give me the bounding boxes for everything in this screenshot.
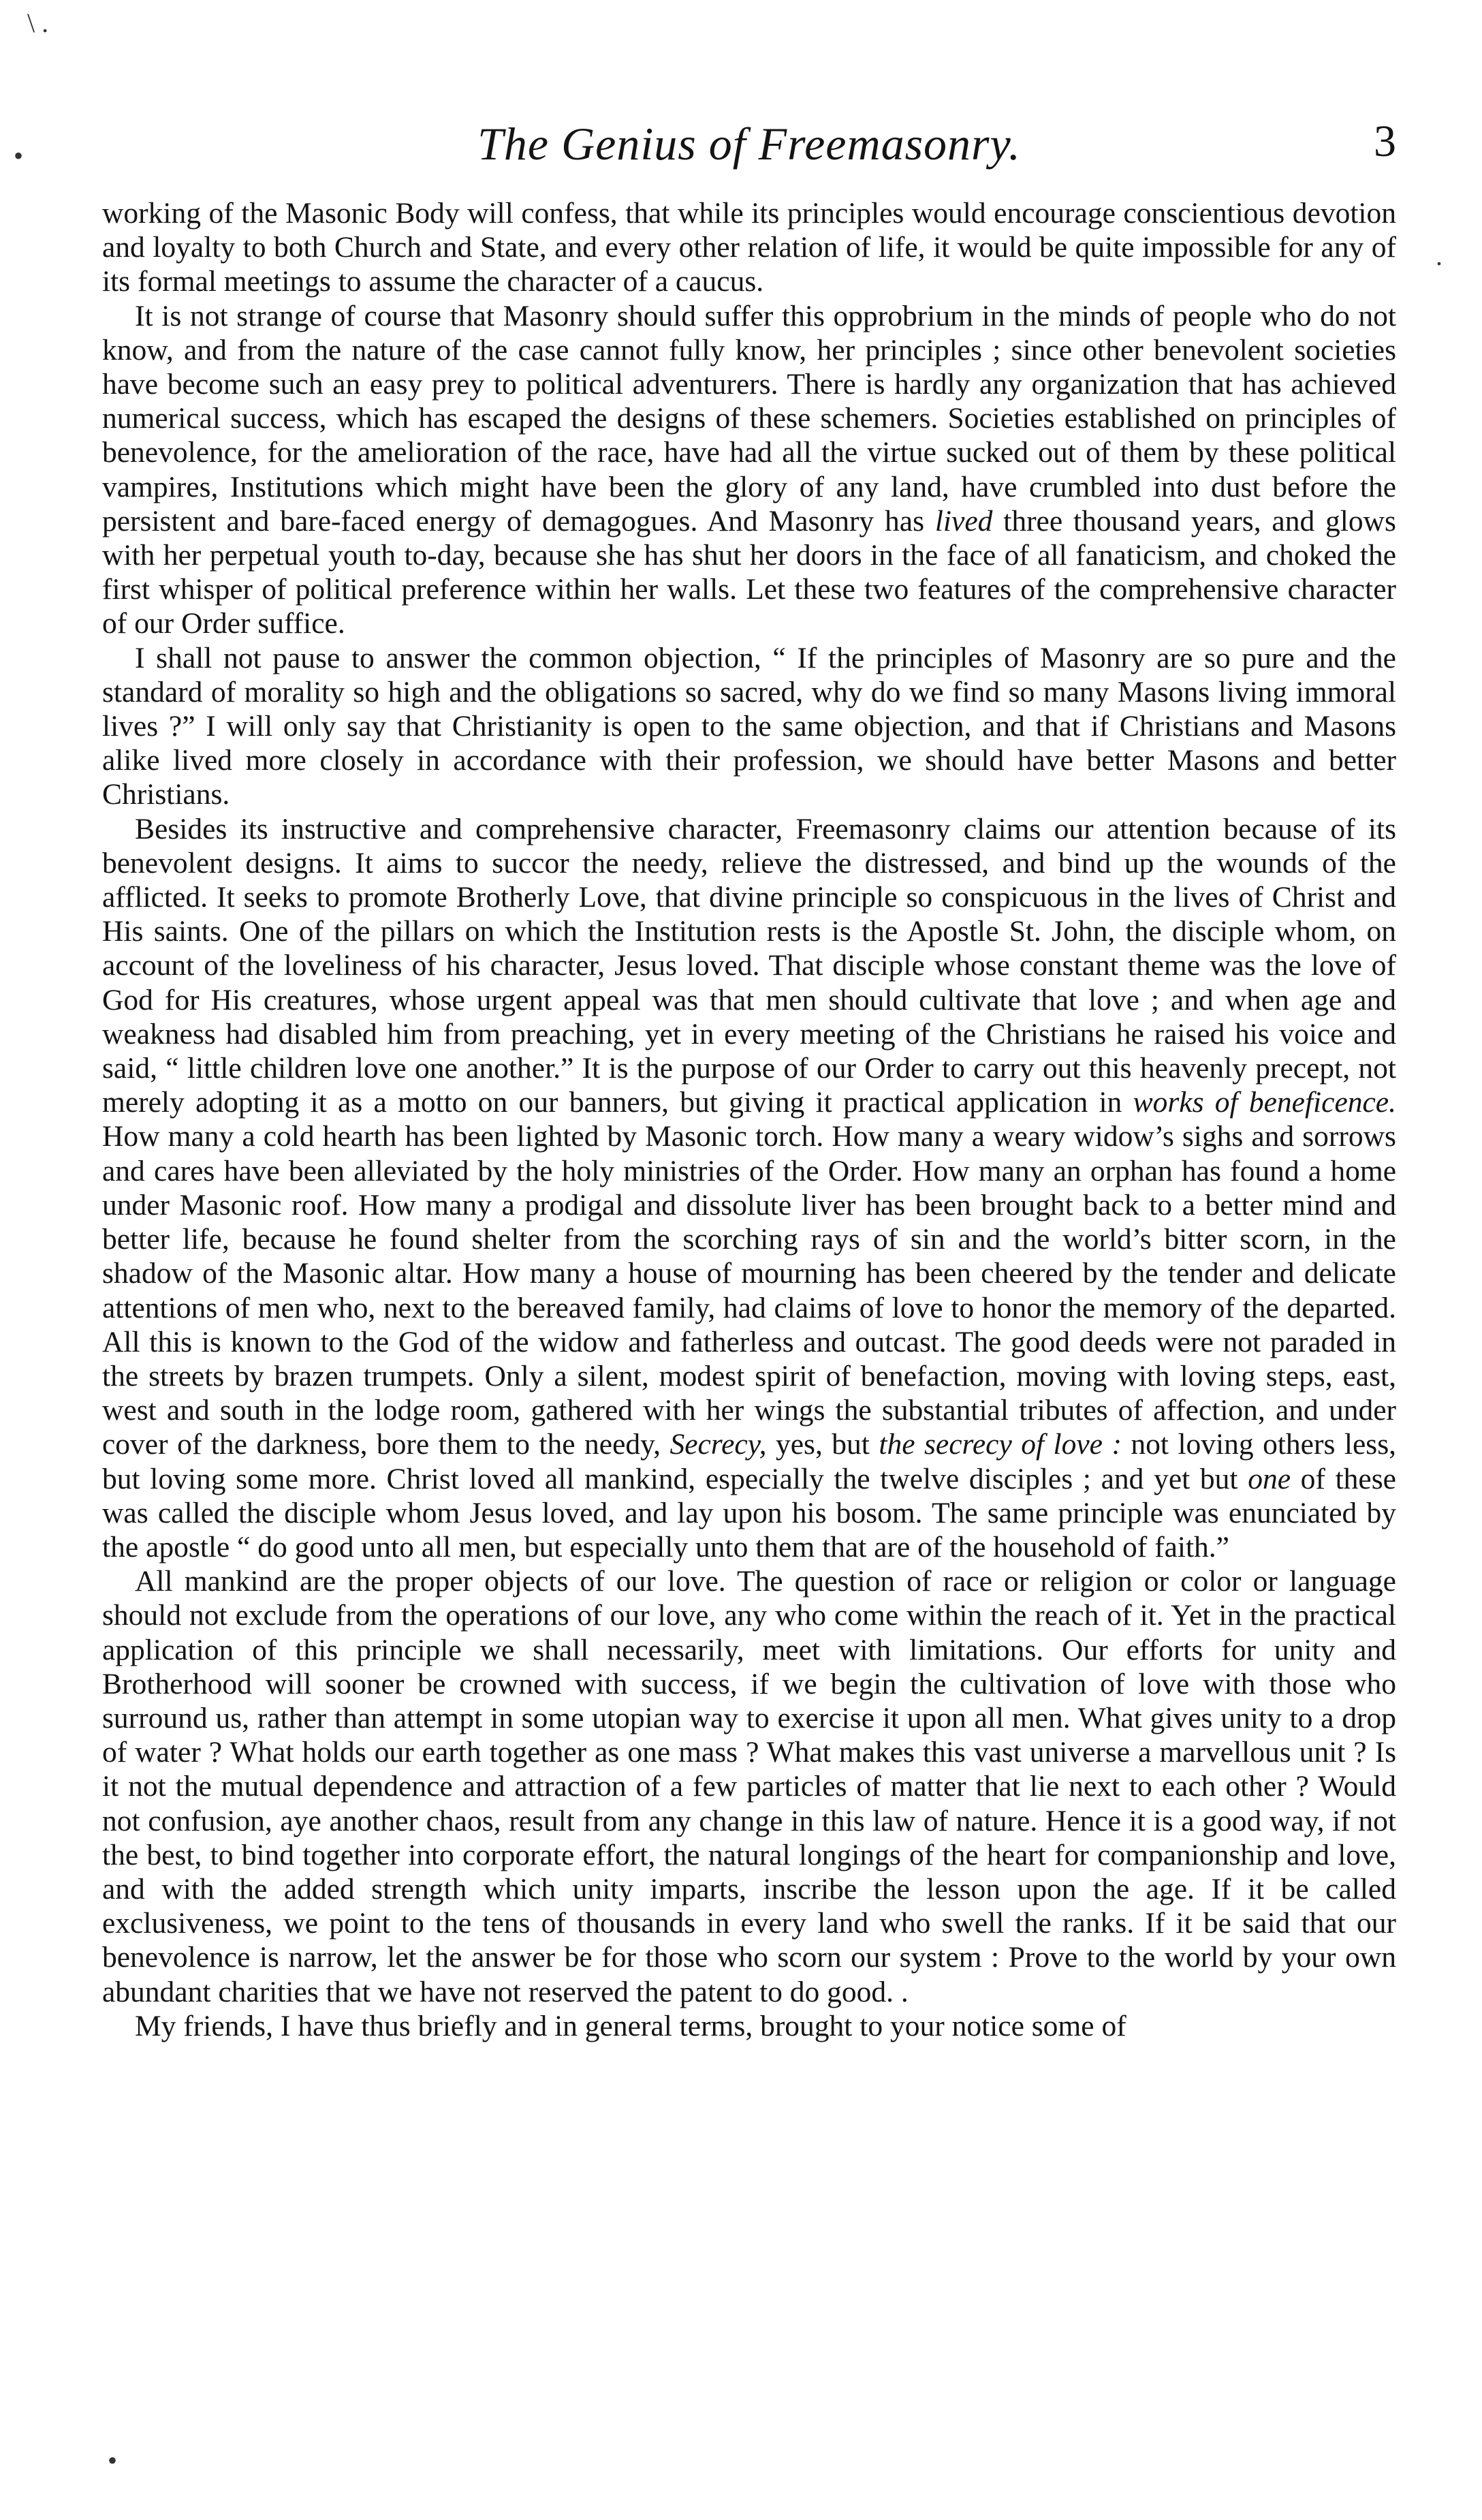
text-run: working of the Masonic Body will confess, that while its principles would encourage conscientious devotion and loyalty to both Church and State, and every other relation of life, it would be quite impossible for any of its formal meetings to assume the character of a caucus. (102, 197, 1396, 298)
text-run: All mankind are the proper objects of our love. The question of race or religion or color or language should not exclude from the operations of our love, any who come within the reach of it. Yet in the practical application of this principle we shall necessarily, meet with limitations. Our efforts for unity and Brotherhood will sooner be crowned with success, if we begin the cultivation of love with those who surround us, rather than attempt in some utopian way to exercise it upon all men. What gives unity to a drop of water ? What holds our earth together as one mass ? What makes this vast universe a marvellous unit ? Is it not the mutual dependence and attraction of a few particles of matter that lie next to each other ? Would not confusion, aye another chaos, result from any change in this law of nature. Hence it is a good way, if not the best, to bind together into corporate effort, the natural longings of the heart for companionship and love, and with the added strength which unity imparts, inscribe the lesson upon the age. If it be called exclusiveness, we point to the tens of thousands in every land who swell the ranks. If it be said that our benevolence is narrow, let the answer be for those who scorn our system : Prove to the world by your own abundant charities that we have not reserved the patent to do good. . (102, 1565, 1396, 2008)
italic-text-run: Secrecy, (669, 1428, 767, 1461)
paragraph (102, 196, 1396, 299)
margin-speck-left: • (14, 140, 24, 171)
text-run: yes, but (766, 1428, 879, 1461)
italic-text-run: lived (934, 504, 993, 538)
text-run: It is not strange of course that Masonry should suffer this opprobrium in the minds of people who do not know, and from the nature of the case cannot fully know, her principles ; since other benevolent societies have become such an easy prey to political adventurers. There is hardly any organization that has achieved numerical success, which has escaped the designs of these schemers. Societies established on principles of benevolence, for the amelioration of the race, have had all the virtue sucked out of them by these political vampires, Institutions which might have been the glory of any land, have crumbled into dust before the persistent and bare-faced energy of demagogues. And Masonry has (102, 299, 1396, 538)
text-run: I shall not pause to answer the common objection, “ If the principles of Masonry are so pure and the standard of morality so high and the obligations so sacred, why do we find so many Masons living immoral lives ?” I will only say that Christianity is open to the same objection, and that if Christians and Masons alike lived more closely in accordance with their profession, we should have better Masons and better Christians. (102, 641, 1396, 811)
paragraph (102, 299, 1396, 641)
text-run: of these was called the disciple whom Jesus loved, and lay upon his bosom. The same principle was enunciated by the apostle “ do good unto all men, but especially unto them that are of the household of faith.” (102, 1462, 1396, 1564)
page-number: 3 (1374, 116, 1396, 166)
paragraph (102, 1564, 1396, 2009)
italic-text-run: the secrecy of love : (879, 1428, 1122, 1461)
text-run: not loving others less, but loving some more. Christ loved all mankind, especially the twelve disciples ; and yet but (102, 1428, 1396, 1495)
italic-text-run: one (1248, 1462, 1291, 1495)
text-run: Besides its instructive and comprehensive character, Freemasonry claims our attention because of its benevolent designs. It aims to succor the needy, relieve the distressed, and bind up the wounds of the afflicted. It seeks to promote Brotherly Love, that divine principle so conspicuous in the lives of Christ and His saints. One of the pillars on which the Institution rests is the Apostle St. John, the disciple whom, on account of the loveliness of his character, Jesus loved. That disciple whose constant theme was the love of God for His creatures, whose urgent appeal was that men should cultivate that love ; and when age and weakness had disabled him from preaching, yet in every meeting of the Christians he raised his voice and said, “ little children love one another.” It is the purpose of our Order to carry out this heavenly precept, not merely adopting it as a motto on our banners, but giving it practical application in (102, 812, 1396, 1119)
text-run: My friends, I have thus briefly and in general terms, brought to your notice some of (135, 2009, 1126, 2042)
body-text (102, 196, 1396, 2043)
paragraph (102, 641, 1396, 812)
running-head (102, 102, 1396, 177)
margin-speck-right: . (1436, 240, 1442, 271)
paragraph (102, 2009, 1396, 2043)
text-run: How many a cold hearth has been lighted by Masonic torch. How many a weary widow’s sighs and sorrows and cares have been alleviated by the holy ministries of the Order. How many an orphan has found a home under Masonic roof. How many a prodigal and dissolute liver has been brought back to a better mind and better life, because he found shelter from the scorching rays of sin and the world’s bitter scorn, in the shadow of the Masonic altar. How many a house of mourning has been cheered by the tender and delicate attentions of men who, next to the bereaved family, had claims of love to honor the memory of the departed. All this is known to the God of the widow and fatherless and outcast. The good deeds were not paraded in the streets by brazen trumpets. Only a silent, modest spirit of benefaction, moving with loving steps, east, west and south in the lodge room, gathered with her wings the substantial tributes of affection, and under cover of the darkness, bore them to the needy, (102, 1120, 1396, 1461)
margin-speck-bottom: • (108, 2445, 118, 2476)
paragraph (102, 812, 1396, 1564)
italic-text-run: works of beneficence. (1133, 1086, 1396, 1119)
book-page (102, 102, 1396, 2043)
running-title: The Genius of Freemasonry. (477, 118, 1021, 170)
text-run: three thousand years, and glows with her perpetual youth to-day, because she has shut her doors in the face of all fanaticism, and choked the first whisper of political preference within her walls. Let these two features of the comprehensive character of our Order suffice. (102, 504, 1396, 640)
margin-speck-top-left: \ . (27, 7, 49, 38)
